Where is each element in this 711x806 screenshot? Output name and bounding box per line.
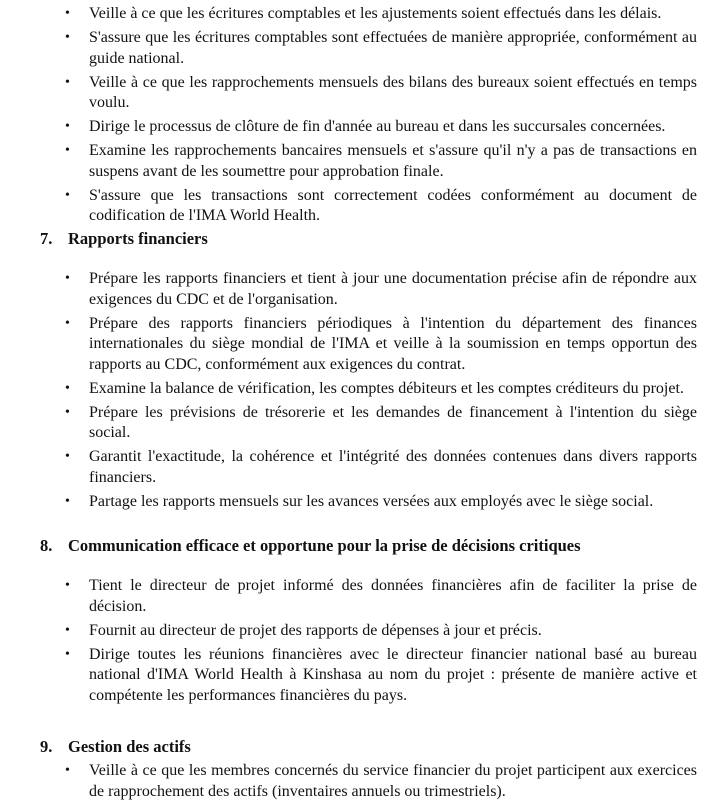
list-item: • Examine les rapprochements bancaires mensuels et s'assure qu'il n'y a pas de transactions en suspens avant de les soumettre pour approbation finale. — [65, 142, 697, 180]
bullet-icon: • — [65, 622, 70, 638]
list-item: • Tient le directeur de projet informé des données financières afin de faciliter la prise de décision. — [65, 577, 697, 615]
list-item: • S'assure que les écritures comptables sont effectuées de manière appropriée, conformément au guide national. — [65, 29, 697, 67]
list-item: • Veille à ce que les écritures comptables et les ajustements soient effectués dans les délais. — [0, 4, 711, 25]
bullet-icon: • — [65, 315, 70, 331]
section-7-bullet-list — [0, 269, 711, 516]
list-item: • Dirige toutes les réunions financières avec le directeur financier national basé au bureau national d'IMA World Health à Kinshasa au nom du projet : présente de manière active et compétente les performances financières du pays. — [65, 645, 697, 704]
section-6-bullet-list — [0, 4, 711, 230]
section-8-heading: 8. Communication efficace et opportune pour la prise de décisions critiques — [40, 536, 581, 555]
bullet-icon: • — [65, 493, 70, 509]
bullet-icon: • — [65, 380, 70, 396]
list-item: • Prépare les prévisions de trésorerie et les demandes de financement à l'intention du siège social. — [65, 403, 697, 441]
list-item: • Examine la balance de vérification, les comptes débiteurs et les comptes créditeurs du projet. — [0, 379, 711, 400]
bullet-icon: • — [65, 271, 70, 286]
section-8-bullet-list — [0, 576, 711, 710]
bullet-icon: • — [65, 74, 70, 90]
bullet-icon: • — [65, 449, 70, 464]
list-item: • Prépare des rapports financiers périodiques à l'intention du département des finances internationales du siège mondial de l'IMA et veille à la soumission en temps opportun des rapports au CDC, conformément aux exigences du contrat. — [65, 314, 697, 373]
list-item: • Partage les rapports mensuels sur les avances versées aux employés avec le siège social. — [0, 492, 711, 513]
bullet-icon: • — [65, 578, 70, 593]
section-9-title: Gestion des actifs — [68, 737, 191, 756]
section-9-heading: 9. Gestion des actifs — [40, 737, 191, 756]
list-item: • S'assure que les transactions sont correctement codées conformément au document de codification de l'IMA World Health. — [65, 186, 697, 224]
bullet-icon: • — [65, 763, 70, 778]
list-item: • Veille à ce que les membres concernés du service financier du projet participent aux exercices de rapprochement des actifs (inventaires annuels ou trimestriels). — [65, 762, 697, 800]
list-item: • Veille à ce que les rapprochements mensuels des bilans des bureaux soient effectués en temps voulu. — [65, 73, 697, 111]
bullet-icon: • — [65, 119, 70, 134]
list-item: • Dirige le processus de clôture de fin d'année au bureau et dans les succursales concernées. — [0, 117, 711, 138]
list-item: • Garantit l'exactitude, la cohérence et l'intégrité des données contenues dans divers rapports financiers. — [65, 448, 697, 486]
section-7-heading: 7. Rapports financiers — [40, 229, 208, 248]
bullet-icon: • — [65, 30, 70, 45]
bullet-icon: • — [65, 404, 70, 420]
section-8-title: Communication efficace et opportune pour la prise de décisions critiques — [68, 536, 581, 555]
list-item: • Prépare les rapports financiers et tient à jour une documentation précise afin de répondre aux exigences du CDC et de l'organisation. — [65, 270, 697, 308]
bullet-icon: • — [65, 646, 70, 662]
list-item: • Fournit au directeur de projet des rapports de dépenses à jour et précis. — [0, 621, 711, 642]
section-7-title: Rapports financiers — [68, 229, 208, 248]
bullet-icon: • — [65, 143, 70, 158]
section-9-bullet-list — [0, 761, 711, 806]
bullet-icon: • — [65, 187, 70, 203]
bullet-icon: • — [65, 6, 70, 21]
